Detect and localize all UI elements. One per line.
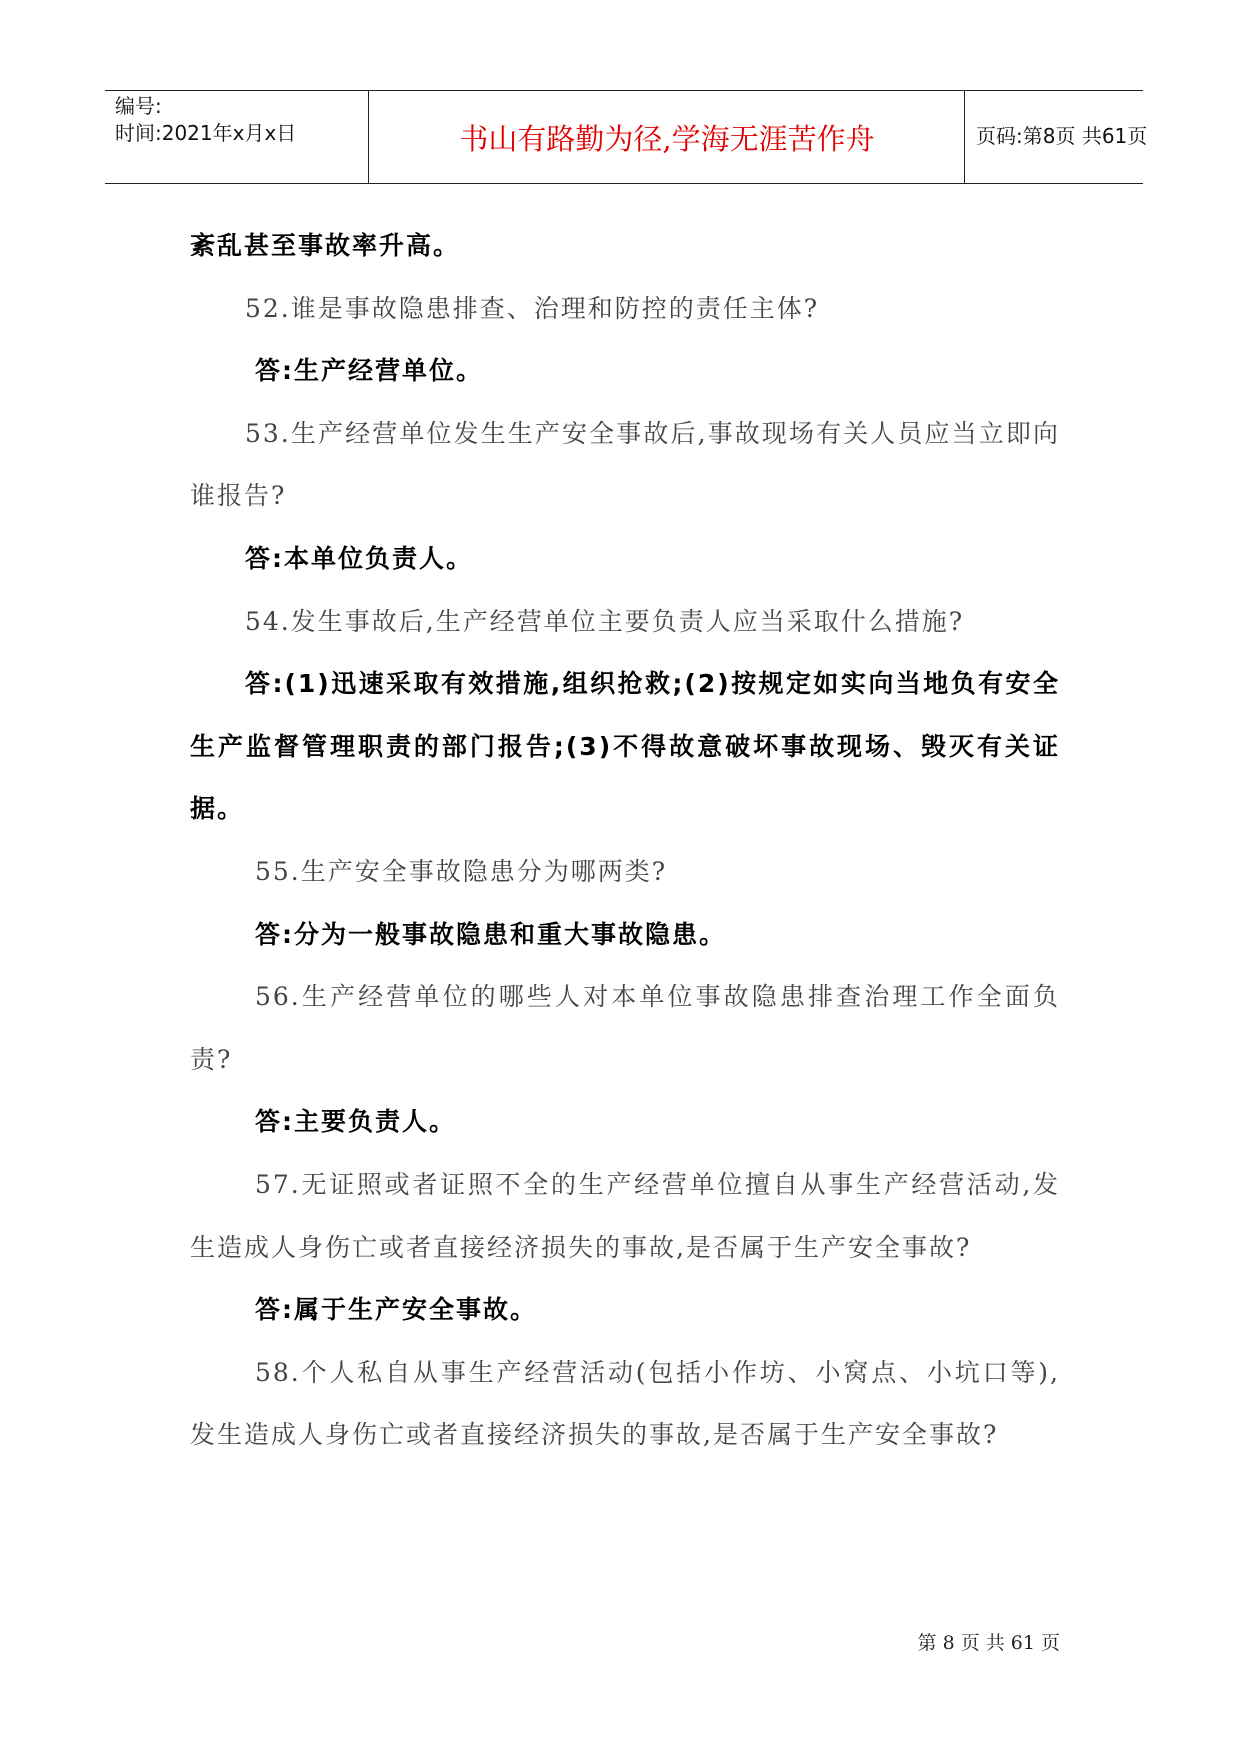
header-page-cell bbox=[966, 91, 1148, 183]
answer-paragraph: 答:分为一般事故隐患和重大事故隐患。 bbox=[255, 919, 726, 949]
page-footer: 第 8 页 共 61 页 bbox=[917, 1632, 1060, 1654]
answer-paragraph: 答:主要负责人。 bbox=[255, 1107, 456, 1137]
answer-paragraph: 答:生产经营单位。 bbox=[255, 356, 483, 386]
header-meta-cell bbox=[105, 91, 369, 183]
page-header bbox=[105, 90, 1148, 184]
answer-paragraph: 答:(1)迅速采取有效措施,组织抢救;(2)按规定如实向当地负有安全生产监督管理职责的部门报告;(3)不得故意破坏事故现场、毁灭有关证据。 bbox=[190, 669, 1060, 824]
header-motto-cell bbox=[370, 91, 965, 183]
header-page-info: 页码:第8页 共61页 bbox=[976, 124, 1148, 148]
answer-paragraph: 答:本单位负责人。 bbox=[245, 543, 473, 573]
serial-number-label: 编号: bbox=[115, 94, 162, 118]
date-label: 时间:2021年x月x日 bbox=[115, 121, 297, 145]
question-paragraph: 53.生产经营单位发生生产安全事故后,事故现场有关人员应当立即向谁报告? bbox=[190, 418, 1060, 511]
answer-paragraph: 答:属于生产安全事故。 bbox=[255, 1295, 537, 1325]
question-paragraph: 58.个人私自从事生产经营活动(包括小作坊、小窝点、小坑口等),发生造成人身伤亡或者直接经济损失的事故,是否属于生产安全事故? bbox=[190, 1357, 1060, 1450]
header-motto: 书山有路勤为径,学海无涯苦作舟 bbox=[459, 122, 875, 156]
question-paragraph: 54.发生事故后,生产经营单位主要负责人应当采取什么措施? bbox=[245, 606, 965, 636]
document-body bbox=[190, 215, 1060, 1467]
question-paragraph: 52.谁是事故隐患排查、治理和防控的责任主体? bbox=[245, 293, 820, 323]
question-paragraph: 57.无证照或者证照不全的生产经营单位擅自从事生产经营活动,发生造成人身伤亡或者直接经济损失的事故,是否属于生产安全事故? bbox=[190, 1169, 1060, 1262]
question-paragraph: 56.生产经营单位的哪些人对本单位事故隐患排查治理工作全面负责? bbox=[190, 982, 1060, 1074]
question-paragraph: 55.生产安全事故隐患分为哪两类? bbox=[255, 856, 668, 886]
answer-paragraph: 紊乱甚至事故率升高。 bbox=[190, 231, 461, 260]
